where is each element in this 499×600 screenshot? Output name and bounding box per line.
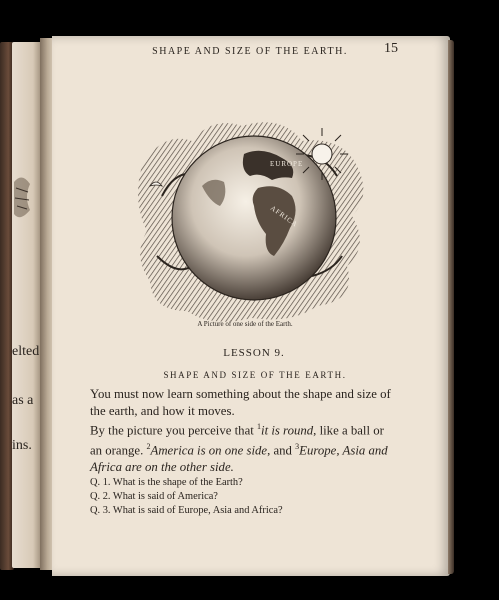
globe-label-europe: EUROPE <box>270 160 304 168</box>
left-page-text-fragment: elted <box>12 344 40 359</box>
paragraph-2: By the picture you perceive that $^1$it is round, like a ball or an orange. $^2$America is on one side, and $^3$Europe, Asia and Africa are on the other side. <box>90 422 388 474</box>
left-page-text-fragment: as a <box>12 393 34 408</box>
left-page <box>12 42 42 568</box>
illustration-caption: A Picture of one side of the Earth. <box>197 320 293 328</box>
lesson-subtitle: SHAPE AND SIZE OF THE EARTH. <box>163 370 347 380</box>
left-page-illustration-fragment <box>12 162 32 232</box>
question-item: Q. 3. What is said of Europe, Asia and Africa? <box>90 505 283 517</box>
globe-label-africa: AFRICA <box>268 204 300 229</box>
question-item: Q. 1. What is the shape of the Earth? <box>90 477 243 489</box>
left-page-text-fragment: ins. <box>12 438 32 453</box>
paragraph-1: You must now learn something about the shape and size of the earth, and how it moves. <box>90 387 391 418</box>
question-list <box>90 476 392 518</box>
running-head: SHAPE AND SIZE OF THE EARTH. <box>152 46 348 57</box>
lesson-body <box>90 386 392 518</box>
page-edge <box>448 40 454 574</box>
sun-icon <box>296 128 348 180</box>
globe-illustration <box>132 106 372 326</box>
lesson-title: LESSON 9. <box>223 347 285 359</box>
question-item: Q. 2. What is said of America? <box>90 491 218 503</box>
page-number: 15 <box>384 41 398 56</box>
